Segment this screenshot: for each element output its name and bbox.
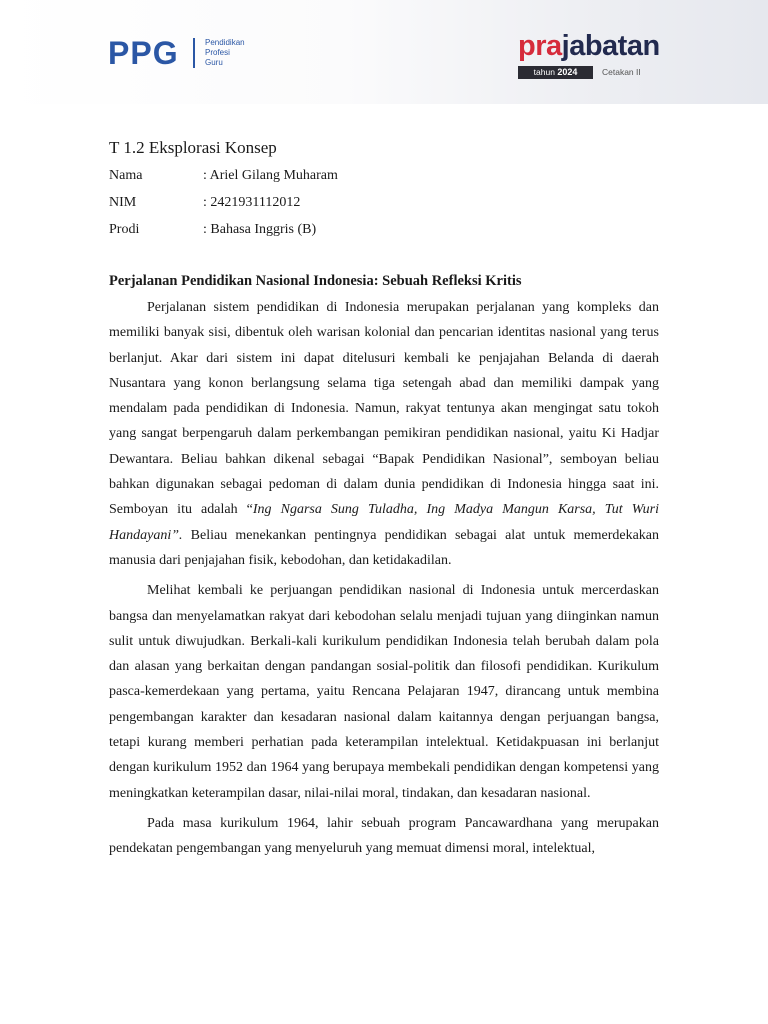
ppg-sub-line: Profesi (205, 48, 230, 57)
edition-label: Cetakan II (602, 67, 641, 77)
paragraph-2: Melihat kembali ke perjuangan pendidikan nasional di Indonesia untuk mercerdaskan bangsa dan menyelamatkan rakyat dari kebodohan selalu menjadi tujuan yang diinginkan namun sulit untuk diwujudkan. Berkali-kali kurikulum pendidikan Indonesia telah berubah dalam pola dan alasan yang berkaitan dengan pandangan sosial-politik dan filosofi pendidikan. Kurikulum pasca-kemerdekaan yang pertama, yaitu Rencana Pelajaran 1947, dirancang untuk membina pengembangan karakter dan kesadaran nasional dalam kaitannya dengan perjuangan bangsa, tetapi kurang memberi perhatian pada keterampilan intelektual. Ketidakpuasan ini berlanjut dengan kurikulum 1952 dan 1964 yang berupaya membekali pendidikan dengan kompetensi yang meningkatkan keterampilan dasar, nilai-nilai moral, tindakan, dan kesadaran nasional. (109, 583, 659, 801)
info-row-prodi (109, 220, 659, 239)
year-badge (518, 66, 593, 79)
info-row-name (109, 166, 659, 185)
brand-part-red: pra (518, 30, 562, 62)
page-header (0, 0, 768, 104)
badge-prefix: tahun (533, 67, 555, 77)
info-value: : 2421931112012 (203, 195, 301, 210)
info-value: : Bahasa Inggris (B) (203, 222, 317, 237)
ppg-sub-line: Guru (205, 58, 223, 67)
ppg-logo-subtitle (205, 38, 245, 68)
paragraph-3: Pada masa kurikulum 1964, lahir sebuah program Pancawardhana yang merupakan pendekatan pengembangan yang menyeluruh yang memuat dimensi moral, intelektual, (109, 815, 659, 857)
document-body (109, 137, 659, 867)
ppg-sub-line: Pendidikan (205, 38, 245, 47)
document-title: T 1.2 Eksplorasi Konsep (109, 138, 277, 157)
motto-italic: Ing Ngarsa Sung Tuladha, Ing Madya Mangun Karsa, Tut Wuri Handayani”. (109, 502, 659, 543)
brand-part-navy: jabatan (561, 30, 660, 62)
prajabatan-logo (518, 31, 660, 61)
ppg-logo-divider (193, 38, 195, 68)
info-label: NIM (109, 195, 137, 210)
info-row-nim (109, 193, 659, 212)
info-label: Nama (109, 168, 143, 183)
info-value: : Ariel Gilang Muharam (203, 168, 338, 183)
badge-year: 2024 (557, 67, 578, 77)
paragraph-text: Perjalanan sistem pendidikan di Indonesia merupakan perjalanan yang kompleks dan memiliki banyak sisi, dibentuk oleh warisan kolonial dan pencarian identitas nasional yang terus berlanjut. Akar dari sistem ini dapat ditelusuri kembali ke penjajahan Belanda di daerah Nusantara yang konon berlangsung selama tiga setengah abad dan memiliki dampak yang mendalam pada pendidikan di Indonesia. Namun, rakyat tentunya akan mengingat satu tokoh yang sangat berpengaruh dalam perkembangan pemikiran pendidikan nasional, yaitu Ki Hadjar Dewantara. Beliau bahkan dikenal sebagai “Bapak Pendidikan Nasional”, semboyan beliau bahkan digunakan sebagai pedoman di dalam dunia pendidikan di Indonesia hingga saat ini. Semboyan itu adalah “ (109, 300, 659, 518)
paragraph-1 (109, 295, 659, 573)
paragraph-text: Beliau menekankan pentingnya pendidikan sebagai alat untuk memerdekakan manusia dari penjajahan fisik, kebodohan, dan ketidakadilan. (109, 527, 659, 568)
ppg-logo: PPG (108, 35, 179, 71)
info-label: Prodi (109, 222, 140, 237)
section-heading: Perjalanan Pendidikan Nasional Indonesia: Sebuah Refleksi Kritis (109, 273, 522, 289)
